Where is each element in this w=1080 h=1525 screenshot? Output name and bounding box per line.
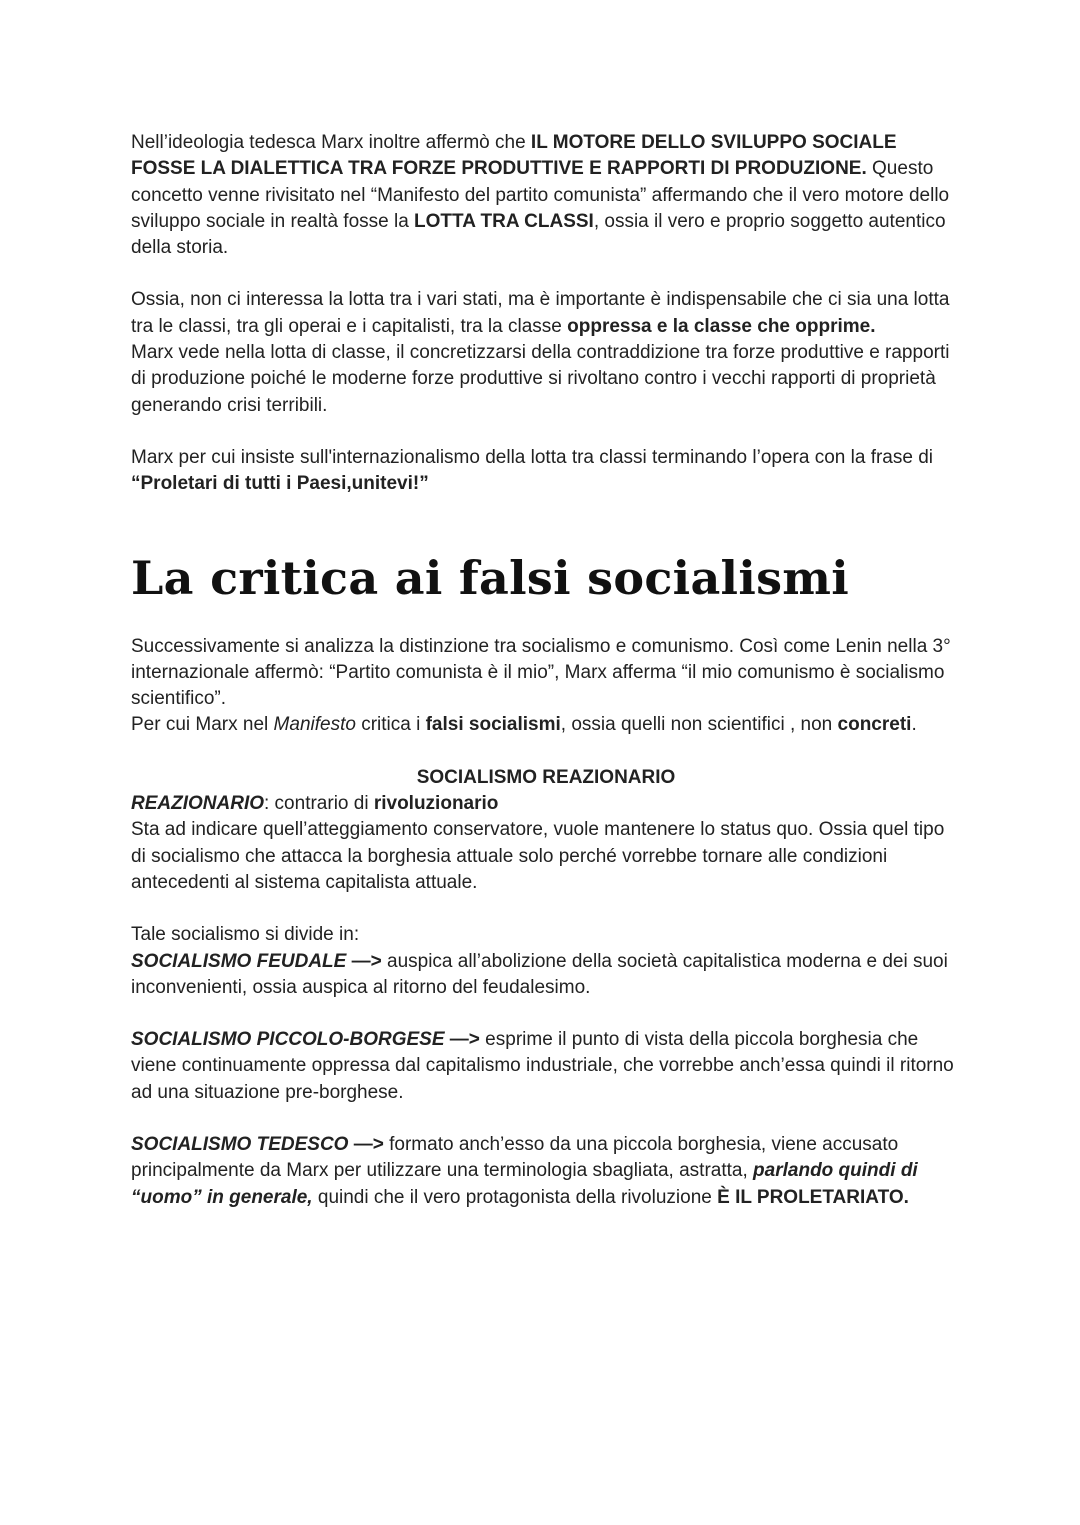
text-span: Questo concetto venne rivisitato nel “Manifesto del partito comunista” affermando che il vero motore dello sviluppo sociale in realtà fosse la bbox=[131, 158, 950, 232]
text-span: Per cui Marx nel bbox=[131, 714, 274, 736]
paragraph-internazionalismo bbox=[131, 445, 961, 498]
text-span: auspica all’abolizione della società capitalistica moderna e dei suoi inconvenienti, ossia auspica al ritorno del feudalesimo. bbox=[131, 950, 948, 998]
paragraph-tedesco bbox=[131, 1132, 961, 1211]
bold-italic-span: parlando quindi di “uomo” in generale, bbox=[131, 1160, 918, 1208]
paragraph-falsi-socialismi bbox=[131, 712, 961, 738]
bold-span: È IL PROLETARIATO. bbox=[717, 1186, 909, 1208]
text-span: Ossia, non ci interessa la lotta tra i vari stati, ma è importante è indispensabile che ci sia una lotta tra le classi, tra gli operai e i capitalisti, tra la classe bbox=[131, 289, 950, 337]
bold-italic-span: SOCIALISMO PICCOLO-BORGESE bbox=[131, 1029, 445, 1051]
text-span: , ossia il vero e proprio soggetto autentico della storia. bbox=[131, 210, 946, 259]
paragraph-lotta-classi bbox=[131, 287, 961, 340]
subsection-title bbox=[131, 765, 961, 791]
text-span: formato anch’esso da una piccola borghesia, viene accusato principalmente da Marx per utilizzare una terminologia sbagliata, astratta, bbox=[131, 1134, 899, 1182]
text-span: quindi che il vero protagonista della rivoluzione bbox=[312, 1186, 718, 1208]
paragraph-dialettica bbox=[131, 130, 961, 261]
paragraph-socialismo-comunismo bbox=[131, 634, 961, 713]
paragraph-definizione bbox=[131, 791, 961, 817]
text-span: Marx per cui insiste sull'internazionalismo della lotta tra classi terminando l’opera con la frase di bbox=[131, 446, 933, 468]
text-span: , ossia quelli non scientifici , non bbox=[560, 714, 838, 736]
paragraph-piccolo-borgese bbox=[131, 1027, 961, 1106]
bold-italic-span: REAZIONARIO bbox=[131, 793, 264, 815]
arrow-span: —> bbox=[348, 1134, 384, 1156]
paragraph-divisione bbox=[131, 922, 961, 948]
text-span: esprime il punto di vista della piccola borghesia che viene continuamente oppressa dal capitalismo industriale, che vorrebbe anch’essa quindi il ritorno ad una situazione pre-borghese. bbox=[131, 1029, 954, 1103]
bold-span: SOCIALISMO REAZIONARIO bbox=[416, 766, 676, 788]
text-span: Sta ad indicare quell’atteggiamento conservatore, vuole mantenere lo status quo. Ossia quel tipo di socialismo che attacca la borghesia attuale solo perché vorrebbe tornare alle condizioni antecedenti al sistema capitalista attuale. bbox=[131, 819, 945, 893]
text-span: : contrario di bbox=[264, 793, 374, 815]
bold-italic-span: SOCIALISMO FEUDALE bbox=[131, 950, 347, 972]
bold-span: oppressa e la classe che opprime. bbox=[567, 315, 876, 337]
section-heading: La critica ai falsi socialismi bbox=[131, 550, 850, 605]
bold-span: “Proletari di tutti i Paesi,unitevi!” bbox=[131, 473, 429, 495]
bold-span: falsi socialismi bbox=[425, 714, 561, 736]
bold-span: LOTTA TRA CLASSI bbox=[414, 210, 594, 232]
arrow-span: —> bbox=[346, 950, 382, 972]
text-span: Successivamente si analizza la distinzione tra socialismo e comunismo. Così come Lenin nella 3° internazionale affermò: “Partito comunista è il mio”, Marx afferma “il mio comunismo è socialismo scientifico”. bbox=[131, 635, 951, 710]
text-span: critica i bbox=[355, 714, 426, 736]
document-body bbox=[131, 130, 961, 1211]
text-span: Nell’ideologia tedesca Marx inoltre affermò che bbox=[131, 132, 531, 153]
bold-span: IL MOTORE DELLO SVILUPPO SOCIALE FOSSE LA DIALETTICA TRA FORZE PRODUTTIVE E RAPPORTI DI PRODUZIONE. bbox=[131, 132, 897, 180]
bold-italic-span: SOCIALISMO TEDESCO bbox=[131, 1134, 349, 1156]
text-span: Marx vede nella lotta di classe, il concretizzarsi della contraddizione tra forze produttive e rapporti di produzione poiché le moderne forze produttive si rivoltano contro i vecchi rapporti di proprietà generando crisi terribili. bbox=[131, 342, 950, 416]
text-span: Tale socialismo si divide in: bbox=[131, 924, 360, 946]
paragraph-conservatore bbox=[131, 817, 961, 896]
text-span: . bbox=[911, 714, 917, 736]
bold-span: concreti bbox=[837, 714, 912, 736]
bold-span: rivoluzionario bbox=[373, 793, 499, 815]
arrow-span: —> bbox=[444, 1029, 480, 1051]
paragraph-contraddizione bbox=[131, 340, 961, 419]
paragraph-feudale bbox=[131, 949, 961, 1002]
italic-span: Manifesto bbox=[273, 714, 356, 736]
